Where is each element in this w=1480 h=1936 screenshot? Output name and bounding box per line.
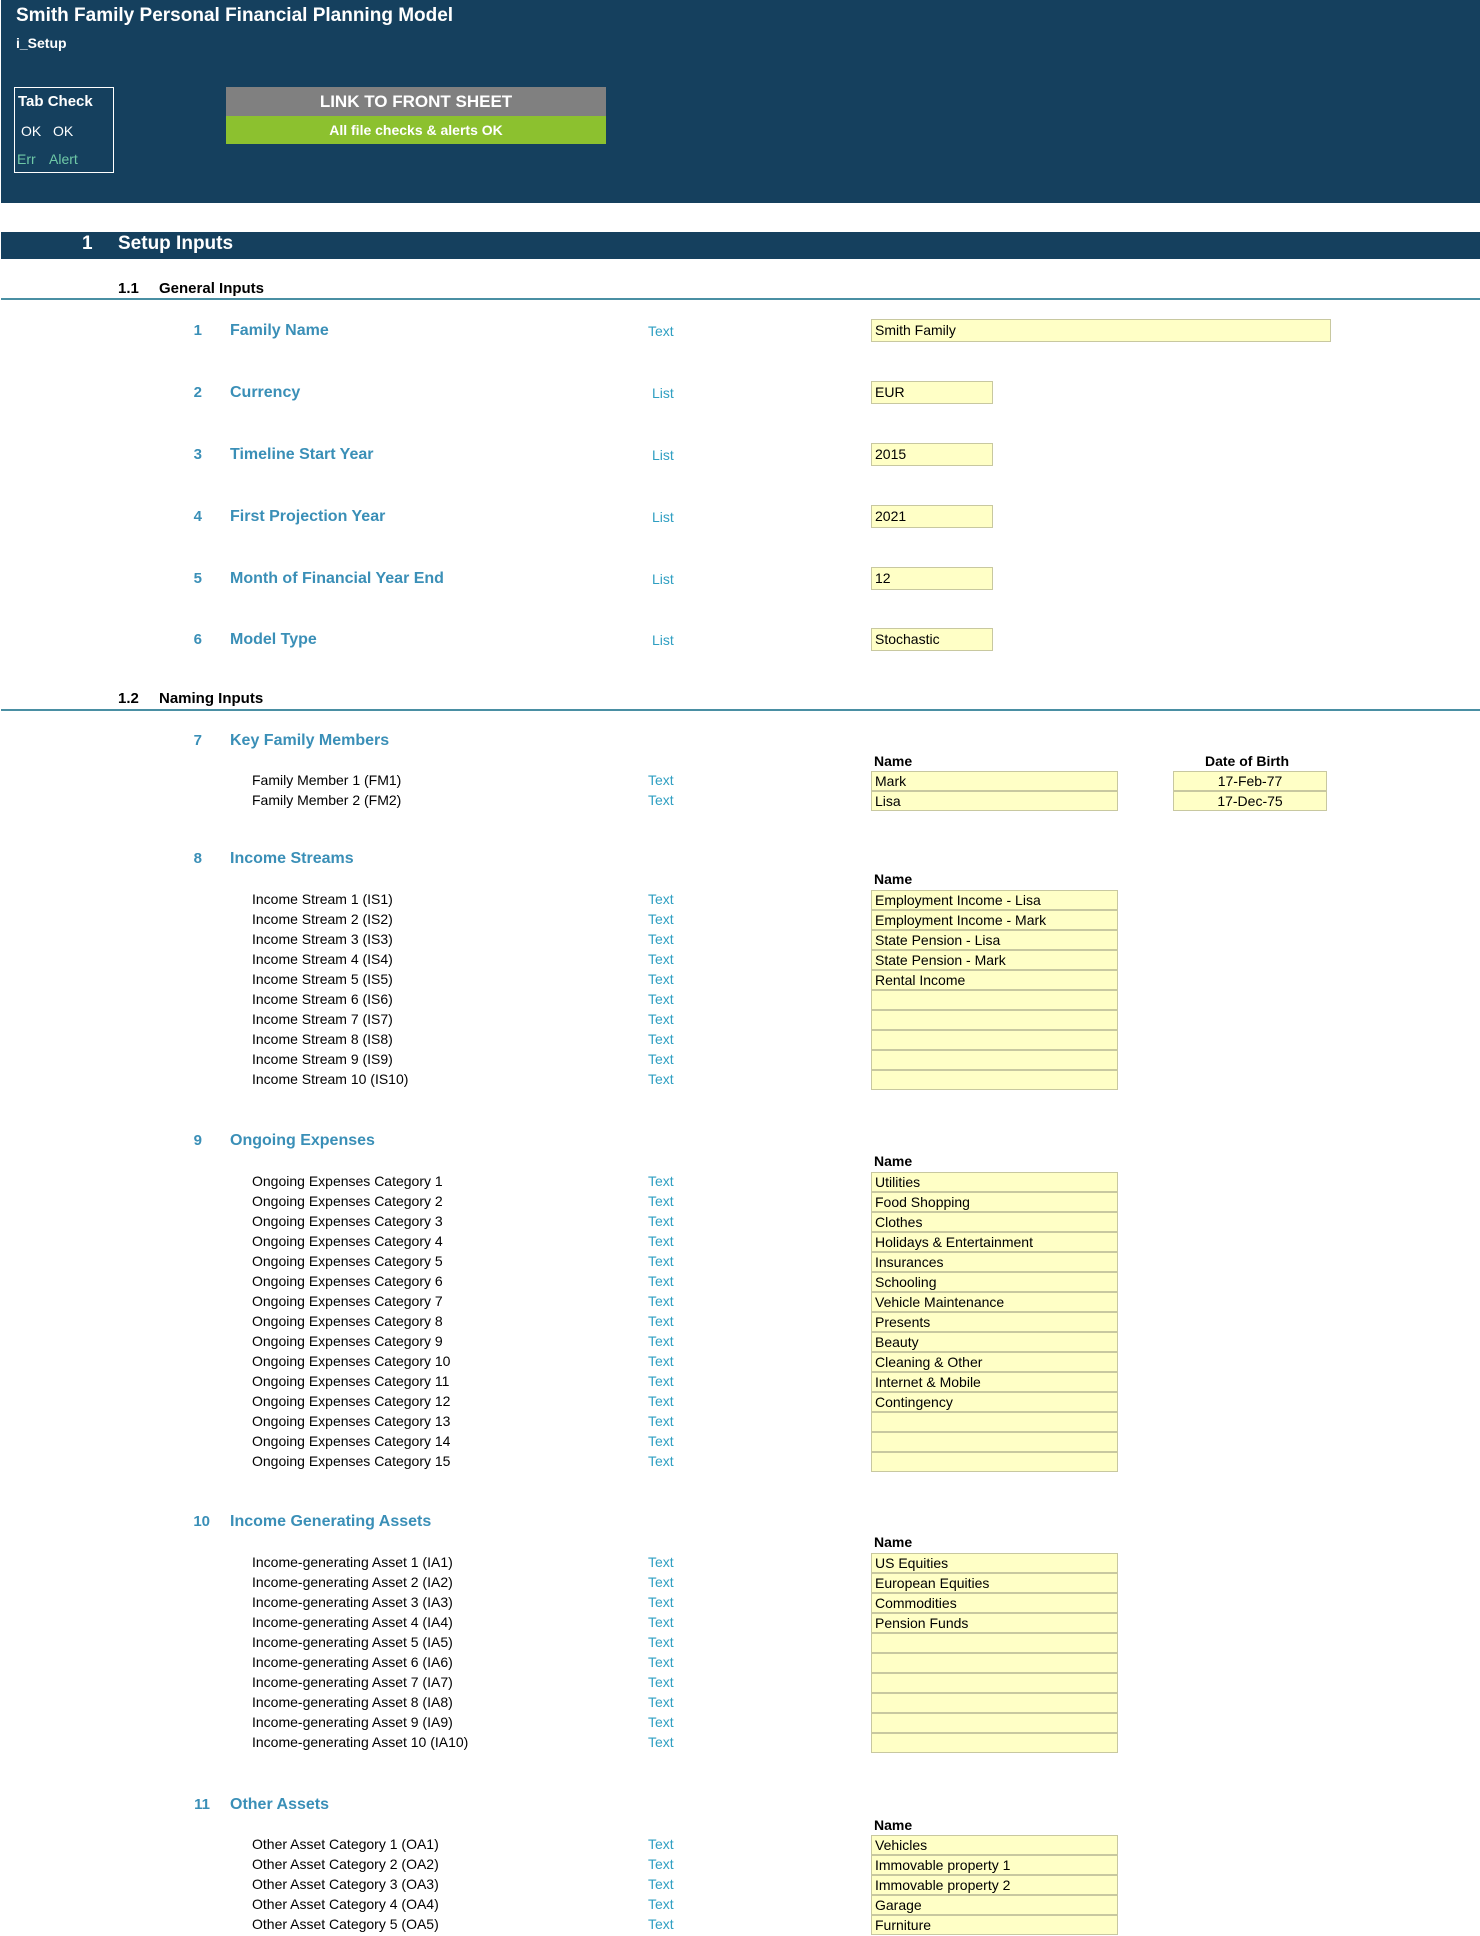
assets-name-field[interactable] [871,1733,1118,1753]
input-type-text: Text [648,1373,674,1389]
item-9-label: Ongoing Expenses [230,1132,375,1149]
general-input-value[interactable]: EUR [871,381,993,404]
input-type-text: Text [648,1413,674,1429]
item-10-number: 10 [193,1513,210,1530]
income-name-field[interactable]: State Pension - Mark [871,950,1118,970]
other_assets-name-field[interactable]: Immovable property 1 [871,1855,1118,1875]
expenses-row-label: Ongoing Expenses Category 6 [252,1273,443,1289]
assets-row-label: Income-generating Asset 8 (IA8) [252,1694,453,1710]
item-11-number: 11 [194,1796,210,1813]
item-9-number: 9 [193,1132,202,1149]
date-of-birth-field[interactable]: 17-Feb-77 [1173,771,1327,791]
income-row-label: Income Stream 5 (IS5) [252,971,393,987]
item-8-label: Income Streams [230,850,354,867]
income-name-field[interactable] [871,1030,1118,1050]
assets-name-field[interactable] [871,1633,1118,1653]
tab-check-ok-alert: OK [53,123,74,139]
input-type-text: Text [648,971,674,987]
input-type-text: Text [648,1333,674,1349]
income-name-field[interactable] [871,990,1118,1010]
input-type-text: Text [648,951,674,967]
general-input-value[interactable]: 12 [871,567,993,590]
general-input-label: Month of Financial Year End [230,570,444,587]
input-type-text: Text [648,1233,674,1249]
income-row-label: Income Stream 7 (IS7) [252,1011,393,1027]
expenses-name-field[interactable]: Food Shopping [871,1192,1118,1212]
input-type-text: Text [648,1856,674,1872]
item-8-number: 8 [193,850,202,867]
assets-row-label: Income-generating Asset 9 (IA9) [252,1714,453,1730]
assets-name-field[interactable]: Pension Funds [871,1613,1118,1633]
other_assets-name-field[interactable]: Garage [871,1895,1118,1915]
income-name-field[interactable]: Rental Income [871,970,1118,990]
section-1-title: Setup Inputs [118,233,234,254]
other_assets-row-label: Other Asset Category 4 (OA4) [252,1896,439,1912]
expenses-row-label: Ongoing Expenses Category 2 [252,1193,443,1209]
other_assets-row-label: Other Asset Category 3 (OA3) [252,1876,439,1892]
input-type-text: Text [648,1876,674,1892]
assets-name-field[interactable] [871,1673,1118,1693]
assets-row-label: Income-generating Asset 7 (IA7) [252,1674,453,1690]
general-input-label: Model Type [230,631,317,648]
family-name-field[interactable]: Mark [871,771,1118,791]
general-input-label: First Projection Year [230,508,386,525]
subsection-rule [1,709,1480,711]
input-type-text: Text [648,911,674,927]
other_assets-row-label: Other Asset Category 5 (OA5) [252,1916,439,1932]
expenses-name-field[interactable]: Presents [871,1312,1118,1332]
expenses-name-field[interactable] [871,1452,1118,1472]
expenses-name-field[interactable]: Holidays & Entertainment [871,1232,1118,1252]
expenses-row-label: Ongoing Expenses Category 8 [252,1313,443,1329]
item-10-label: Income Generating Assets [230,1513,432,1530]
family-dob-header: Date of Birth [1205,753,1289,769]
item-7-number: 7 [193,732,202,749]
section-1-number: 1 [82,233,93,254]
tab-check-title: Tab Check [18,93,93,110]
input-type-text: Text [648,772,674,788]
input-type-text: Text [648,1674,674,1690]
input-type-text: Text [648,1273,674,1289]
general-input-number: 6 [193,631,202,648]
input-type-text: Text [648,1193,674,1209]
expenses-row-label: Ongoing Expenses Category 7 [252,1293,443,1309]
expenses-name-header: Name [874,1153,913,1169]
expenses-name-field[interactable]: Utilities [871,1172,1118,1192]
item-11-label: Other Assets [230,1796,329,1813]
general-input-value[interactable]: Stochastic [871,628,993,651]
date-of-birth-field[interactable]: 17-Dec-75 [1173,791,1327,811]
assets-name-field[interactable] [871,1713,1118,1733]
expenses-row-label: Ongoing Expenses Category 12 [252,1393,451,1409]
income-name-field[interactable]: Employment Income - Mark [871,910,1118,930]
assets-row-label: Income-generating Asset 6 (IA6) [252,1654,453,1670]
general-input-value[interactable]: 2021 [871,505,993,528]
income-row-label: Income Stream 3 (IS3) [252,931,393,947]
income-row-label: Income Stream 8 (IS8) [252,1031,393,1047]
general-input-number: 2 [193,384,202,401]
other_assets-name-field[interactable]: Vehicles [871,1835,1118,1855]
assets-name-field[interactable]: European Equities [871,1573,1118,1593]
input-type-list: List [652,509,674,525]
model-title: Smith Family Personal Financial Planning Model [16,5,454,26]
general-input-number: 5 [193,570,202,587]
expenses-row-label: Ongoing Expenses Category 15 [252,1453,451,1469]
item-7-label: Key Family Members [230,732,390,749]
input-type-list: List [652,632,674,648]
expenses-row-label: Ongoing Expenses Category 10 [252,1353,451,1369]
family-name-field[interactable]: Lisa [871,791,1118,811]
assets-row-label: Income-generating Asset 2 (IA2) [252,1574,453,1590]
subsection-rule [1,298,1480,300]
input-type-text: Text [648,1393,674,1409]
expenses-row-label: Ongoing Expenses Category 13 [252,1413,451,1429]
input-type-text: Text [648,1574,674,1590]
assets-name-field[interactable] [871,1653,1118,1673]
assets-name-field[interactable]: Commodities [871,1593,1118,1613]
income-name-field[interactable]: State Pension - Lisa [871,930,1118,950]
other-assets-name-header: Name [874,1817,913,1833]
input-type-text: Text [648,1213,674,1229]
subsection-1-1-number: 1.1 [118,280,139,297]
other_assets-name-field[interactable]: Furniture [871,1915,1118,1935]
link-to-front-sheet-button[interactable]: LINK TO FRONT SHEET [226,87,606,116]
income-name-field[interactable]: Employment Income - Lisa [871,890,1118,910]
input-type-text: Text [648,1011,674,1027]
input-type-text: Text [648,891,674,907]
family-name-header: Name [874,753,913,769]
file-checks-status: All file checks & alerts OK [226,116,606,144]
expenses-row-label: Ongoing Expenses Category 9 [252,1333,443,1349]
other_assets-row-label: Other Asset Category 1 (OA1) [252,1836,439,1852]
input-type-text: Text [648,323,674,339]
expenses-name-field[interactable]: Schooling [871,1272,1118,1292]
expenses-name-field[interactable]: Insurances [871,1252,1118,1272]
input-type-text: Text [648,1353,674,1369]
assets-name-header: Name [874,1534,913,1550]
income-row-label: Income Stream 9 (IS9) [252,1051,393,1067]
subsection-1-2-title: Naming Inputs [159,690,264,707]
input-type-text: Text [648,931,674,947]
assets-row-label: Income-generating Asset 4 (IA4) [252,1614,453,1630]
input-type-text: Text [648,1071,674,1087]
general-input-number: 3 [193,446,202,463]
tab-check-alert-label: Alert [49,151,78,167]
general-input-value[interactable]: 2015 [871,443,993,466]
family-row-label: Family Member 1 (FM1) [252,772,402,788]
input-type-text: Text [648,1634,674,1650]
other_assets-row-label: Other Asset Category 2 (OA2) [252,1856,439,1872]
input-type-text: Text [648,1896,674,1912]
subsection-1-1-title: General Inputs [159,280,265,297]
assets-row-label: Income-generating Asset 5 (IA5) [252,1634,453,1650]
general-input-label: Family Name [230,322,329,339]
general-input-label: Timeline Start Year [230,446,374,463]
income-name-field[interactable] [871,1010,1118,1030]
assets-name-field[interactable]: US Equities [871,1553,1118,1573]
expenses-row-label: Ongoing Expenses Category 3 [252,1213,443,1229]
expenses-name-field[interactable]: Vehicle Maintenance [871,1292,1118,1312]
input-type-list: List [652,385,674,401]
input-type-text: Text [648,1714,674,1730]
input-type-text: Text [648,1293,674,1309]
income-row-label: Income Stream 4 (IS4) [252,951,393,967]
input-type-text: Text [648,1916,674,1932]
sheet-name: i_Setup [16,35,67,51]
tab-check-box [14,87,114,173]
expenses-name-field[interactable] [871,1432,1118,1452]
expenses-row-label: Ongoing Expenses Category 4 [252,1233,443,1249]
family-row-label: Family Member 2 (FM2) [252,792,402,808]
input-type-text: Text [648,1614,674,1630]
input-type-text: Text [648,1734,674,1750]
input-type-text: Text [648,1031,674,1047]
expenses-row-label: Ongoing Expenses Category 11 [252,1373,450,1389]
input-type-text: Text [648,1594,674,1610]
income-name-field[interactable] [871,1070,1118,1090]
input-type-list: List [652,447,674,463]
expenses-name-field[interactable]: Clothes [871,1212,1118,1232]
other_assets-name-field[interactable]: Immovable property 2 [871,1875,1118,1895]
expenses-name-field[interactable] [871,1412,1118,1432]
expenses-row-label: Ongoing Expenses Category 1 [252,1173,443,1189]
general-input-number: 4 [193,508,202,525]
expenses-row-label: Ongoing Expenses Category 5 [252,1253,443,1269]
assets-row-label: Income-generating Asset 1 (IA1) [252,1554,453,1570]
income-row-label: Income Stream 1 (IS1) [252,891,393,907]
input-type-text: Text [648,1694,674,1710]
tab-check-ok-err: OK [21,123,42,139]
income-name-header: Name [874,871,913,887]
expenses-row-label: Ongoing Expenses Category 14 [252,1433,451,1449]
tab-check-err-label: Err [17,151,36,167]
income-row-label: Income Stream 10 (IS10) [252,1071,409,1087]
input-type-list: List [652,571,674,587]
subsection-1-2-number: 1.2 [118,690,139,707]
assets-row-label: Income-generating Asset 3 (IA3) [252,1594,453,1610]
expenses-name-field[interactable]: Beauty [871,1332,1118,1352]
general-input-label: Currency [230,384,301,401]
sheet-header [1,0,1480,203]
expenses-name-field[interactable]: Internet & Mobile [871,1372,1118,1392]
input-type-text: Text [648,1253,674,1269]
assets-row-label: Income-generating Asset 10 (IA10) [252,1734,469,1750]
input-type-text: Text [648,1173,674,1189]
expenses-name-field[interactable]: Contingency [871,1392,1118,1412]
income-row-label: Income Stream 2 (IS2) [252,911,393,927]
input-type-text: Text [648,1313,674,1329]
expenses-name-field[interactable]: Cleaning & Other [871,1352,1118,1372]
input-type-text: Text [648,1051,674,1067]
input-type-text: Text [648,991,674,1007]
general-input-number: 1 [193,322,202,339]
input-type-text: Text [648,1453,674,1469]
income-name-field[interactable] [871,1050,1118,1070]
assets-name-field[interactable] [871,1693,1118,1713]
income-row-label: Income Stream 6 (IS6) [252,991,393,1007]
input-type-text: Text [648,1554,674,1570]
input-type-text: Text [648,1836,674,1852]
input-type-text: Text [648,1654,674,1670]
input-type-text: Text [648,792,674,808]
general-input-value[interactable]: Smith Family [871,319,1331,342]
input-type-text: Text [648,1433,674,1449]
